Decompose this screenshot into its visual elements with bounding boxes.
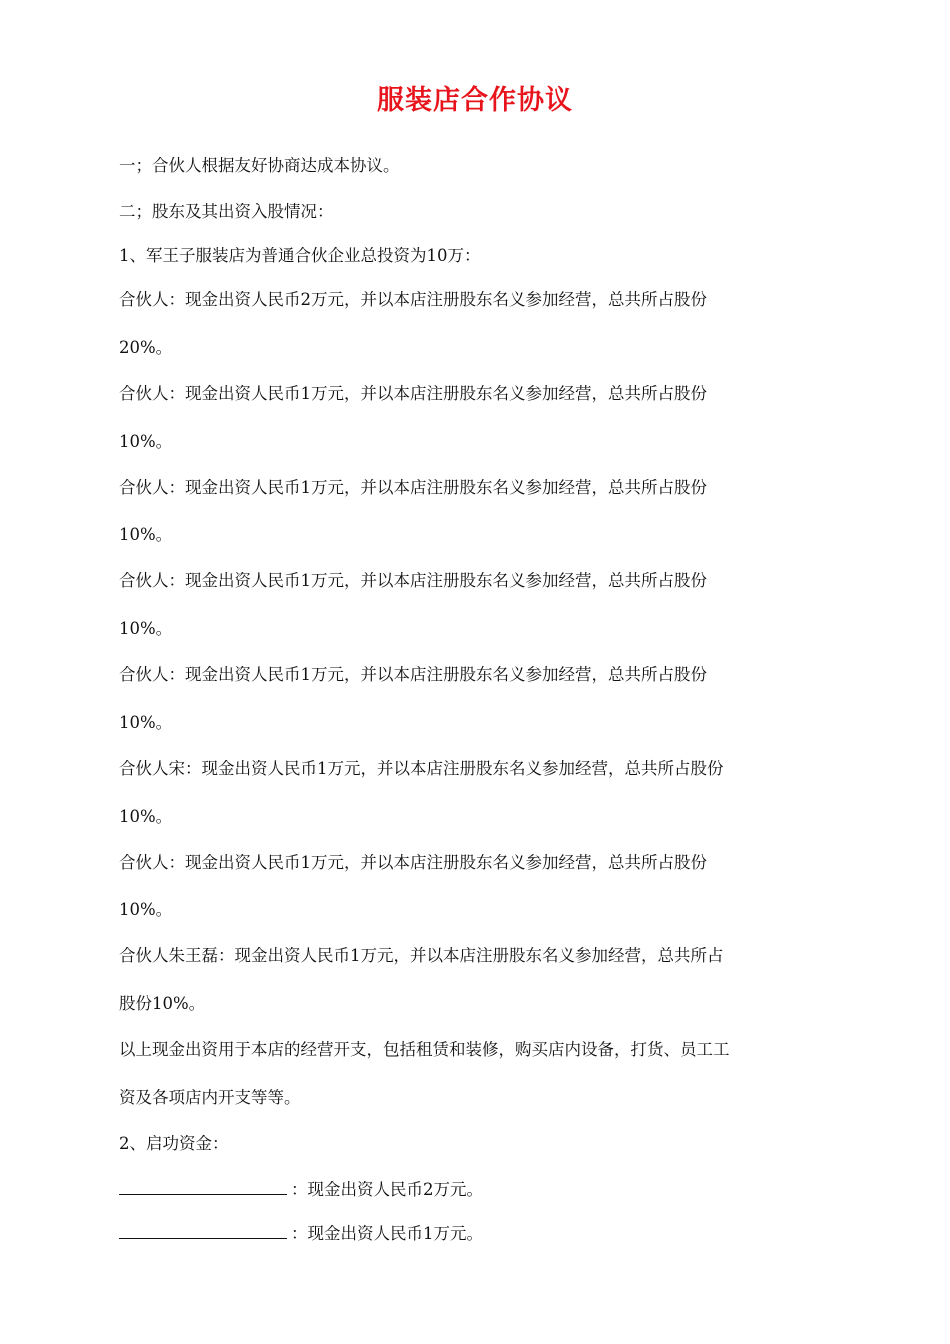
clause-line: 一；合伙人根据友好协商达成本协议。 [119, 156, 400, 175]
document-title: 服装店合作协议 [377, 85, 573, 116]
partner-line: 合伙人：现金出资人民币1万元，并以本店注册股东名义参加经营，总共所占股份 [119, 478, 707, 497]
partner-line: 合伙人：现金出资人民币1万元，并以本店注册股东名义参加经营，总共所占股份 [119, 665, 707, 684]
fill-in-line [119, 1222, 483, 1246]
partner-line: 合伙人：现金出资人民币1万元，并以本店注册股东名义参加经营，总共所占股份 [119, 853, 707, 872]
usage-line: 资及各项店内开支等等。 [119, 1088, 301, 1107]
partner-share: 10%。 [119, 619, 173, 638]
clause-line: 1、军王子服装店为普通合伙企业总投资为10万： [119, 246, 481, 265]
partner-share: 10%。 [119, 432, 173, 451]
partner-share: 20%。 [119, 338, 173, 357]
partner-line: 合伙人：现金出资人民币2万元，并以本店注册股东名义参加经营，总共所占股份 [119, 290, 707, 309]
fill-in-text: ：现金出资人民币1万元。 [291, 1224, 483, 1243]
partner-line: 合伙人：现金出资人民币1万元，并以本店注册股东名义参加经营，总共所占股份 [119, 384, 707, 403]
partner-share: 10%。 [119, 807, 173, 826]
partner-share: 股份10%。 [119, 994, 206, 1013]
name-blank [119, 1178, 287, 1195]
partner-share: 10%。 [119, 525, 173, 544]
clause-line: 2、启功资金： [119, 1134, 229, 1153]
usage-line: 以上现金出资用于本店的经营开支，包括租赁和装修，购买店内设备，打货、员工工 [119, 1040, 730, 1059]
clause-line: 二；股东及其出资入股情况： [119, 202, 334, 221]
partner-line: 合伙人宋：现金出资人民币1万元，并以本店注册股东名义参加经营，总共所占股份 [119, 759, 724, 778]
partner-share: 10%。 [119, 900, 173, 919]
partner-line: 合伙人：现金出资人民币1万元，并以本店注册股东名义参加经营，总共所占股份 [119, 571, 707, 590]
name-blank [119, 1222, 287, 1239]
partner-line: 合伙人朱王磊：现金出资人民币1万元，并以本店注册股东名义参加经营，总共所占 [119, 946, 724, 965]
fill-in-text: ：现金出资人民币2万元。 [291, 1180, 483, 1199]
fill-in-line [119, 1178, 483, 1202]
partner-share: 10%。 [119, 713, 173, 732]
